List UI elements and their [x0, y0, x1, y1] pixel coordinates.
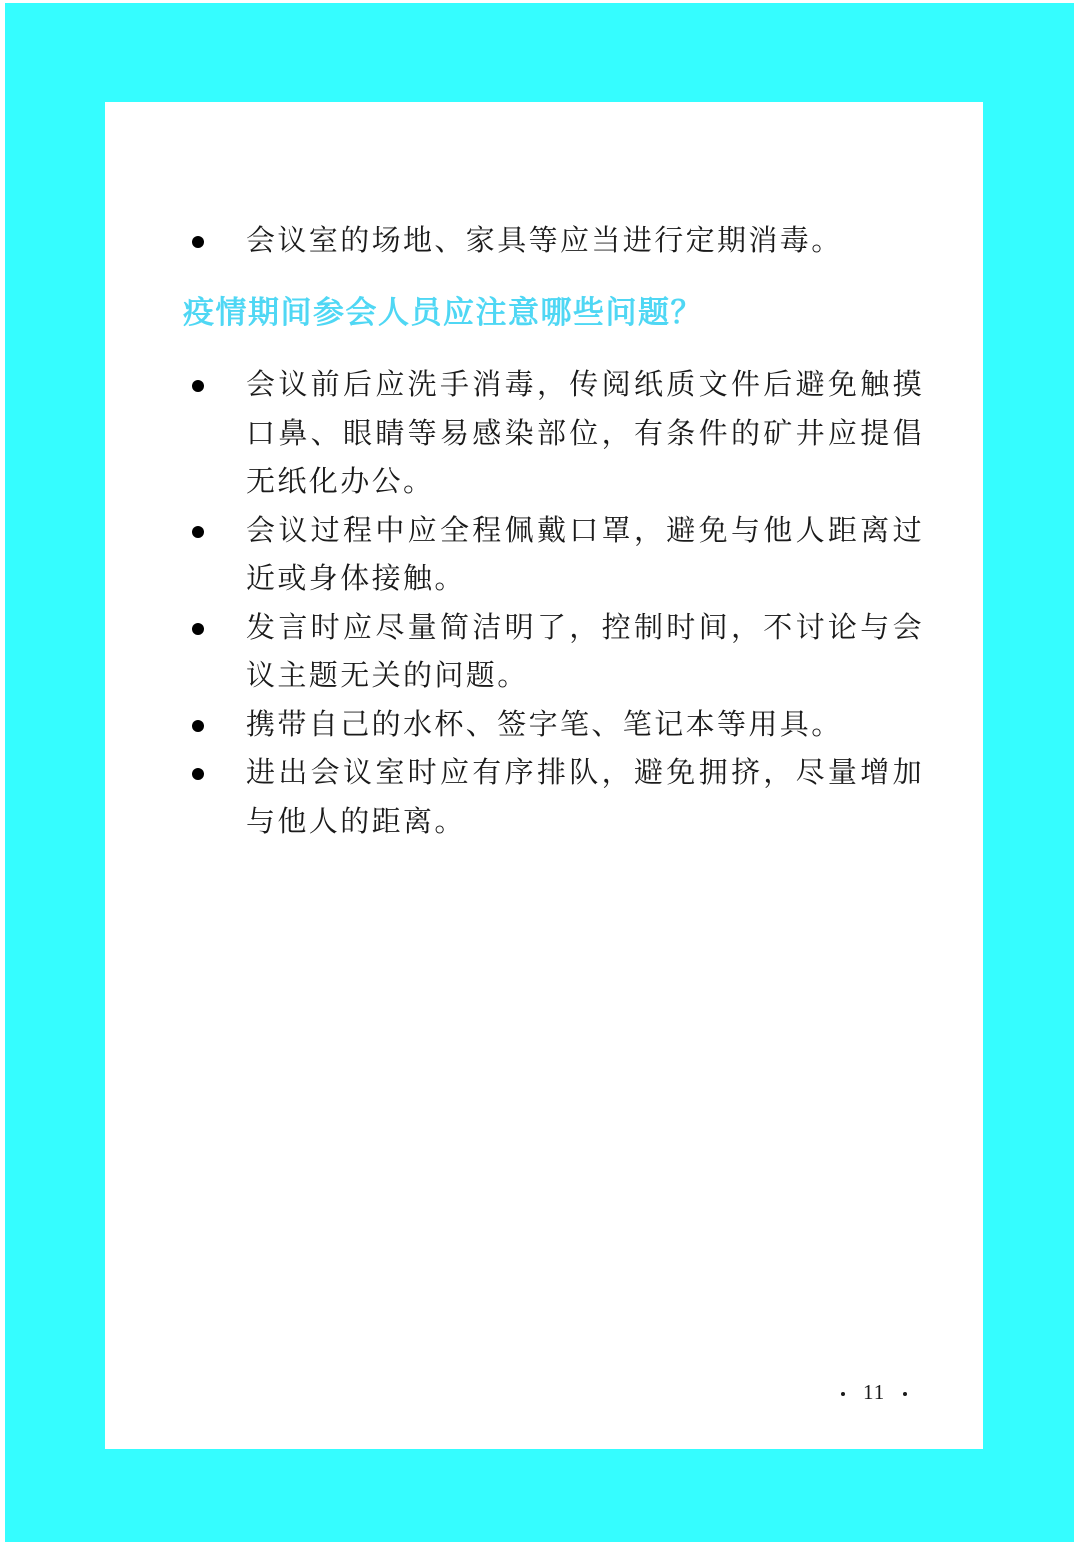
- list-item-text: 会议过程中应全程佩戴口罩，避免与他人距离过近或身体接触。: [246, 512, 924, 595]
- list-item: [105, 603, 983, 700]
- bullet-icon: [192, 623, 204, 635]
- bullet-icon: [192, 768, 204, 780]
- section-bullet-list: [105, 360, 983, 845]
- document-page: [105, 102, 983, 1449]
- list-item: [105, 506, 983, 603]
- list-item-text: 进出会议室时应有序排队，避免拥挤，尽量增加与他人的距离。: [246, 755, 924, 838]
- bullet-icon: [192, 526, 204, 538]
- bullet-icon: [192, 720, 204, 732]
- list-item-text: 会议室的场地、家具等应当进行定期消毒。: [246, 223, 843, 257]
- list-item-text: 携带自己的水杯、签字笔、笔记本等用具。: [246, 706, 843, 741]
- list-item: [105, 216, 983, 265]
- list-item: [105, 360, 983, 506]
- cyan-border-frame: [5, 3, 1074, 1542]
- list-item: [105, 700, 983, 749]
- list-item-text: 发言时应尽量简洁明了，控制时间，不讨论与会议主题无关的问题。: [246, 609, 924, 692]
- intro-bullet-list: [105, 216, 983, 265]
- list-item: [105, 748, 983, 845]
- bullet-icon: [192, 236, 204, 248]
- page-number-value: 11: [863, 1380, 886, 1404]
- section-heading: 疫情期间参会人员应注意哪些问题？: [183, 295, 703, 331]
- page-number-dot-right: [903, 1392, 907, 1396]
- list-item-text: 会议前后应洗手消毒，传阅纸质文件后避免触摸口鼻、眼睛等易感染部位，有条件的矿井应提倡无纸化办公。: [246, 367, 924, 498]
- page-number-dot-left: [841, 1392, 845, 1396]
- bullet-icon: [192, 380, 204, 392]
- page-number: [823, 1380, 925, 1405]
